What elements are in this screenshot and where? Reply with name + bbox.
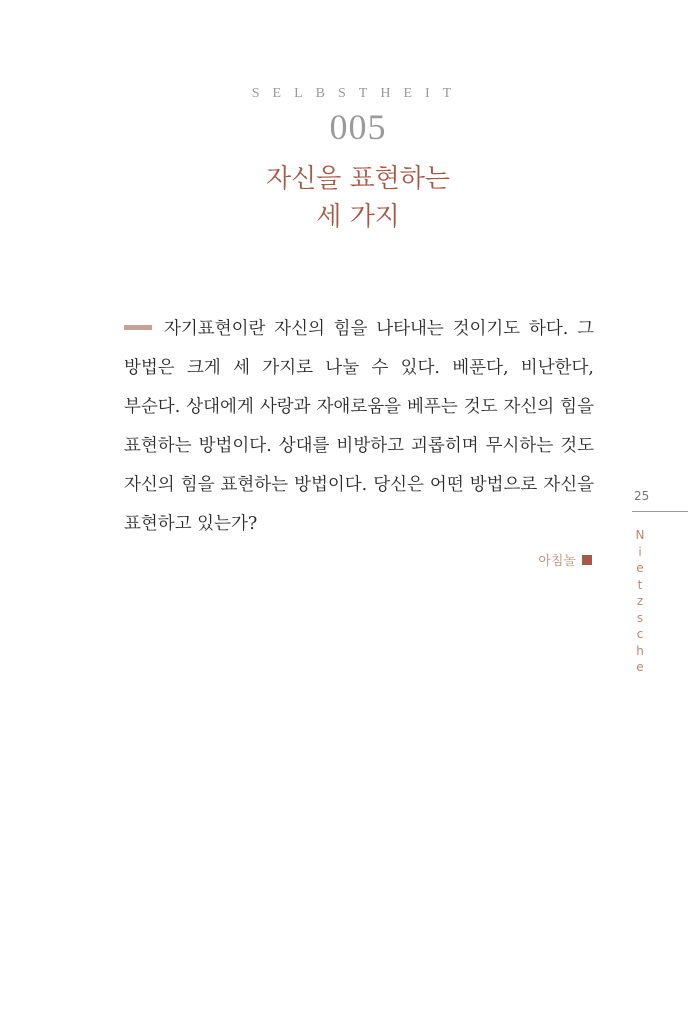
source-label: 아침놀 bbox=[538, 554, 576, 569]
section-label: SELBSTHEIT bbox=[251, 86, 465, 101]
page-divider bbox=[632, 511, 688, 512]
entry-number: 005 bbox=[329, 107, 387, 147]
lead-bar-icon bbox=[124, 325, 152, 330]
title-line-1: 자신을 표현하는 bbox=[265, 164, 451, 194]
body-text: 자기표현이란 자신의 힘을 나타내는 것이기도 하다. 그 방법은 크게 세 가지로 나눌 수 있다. 베푼다, 비난한다, 부순다. 상대에게 사랑과 자애로움을 베푸는 것도 자신의 힘을 표현하는 방법이다. 상대를 비방하고 괴롭히며 무시하는 것도 자신의 힘을 표현하는 방법이다. 당신은 어떤 방법으로 자신을 표현하고 있는가? bbox=[124, 319, 594, 534]
running-head: N i e t z s c h e bbox=[635, 528, 645, 674]
square-icon bbox=[582, 555, 592, 565]
page-number: 25 bbox=[634, 489, 650, 503]
title-line-2: 세 가지 bbox=[316, 202, 400, 232]
page-title bbox=[0, 160, 688, 236]
body-paragraph bbox=[124, 310, 594, 544]
source-citation bbox=[538, 550, 592, 569]
